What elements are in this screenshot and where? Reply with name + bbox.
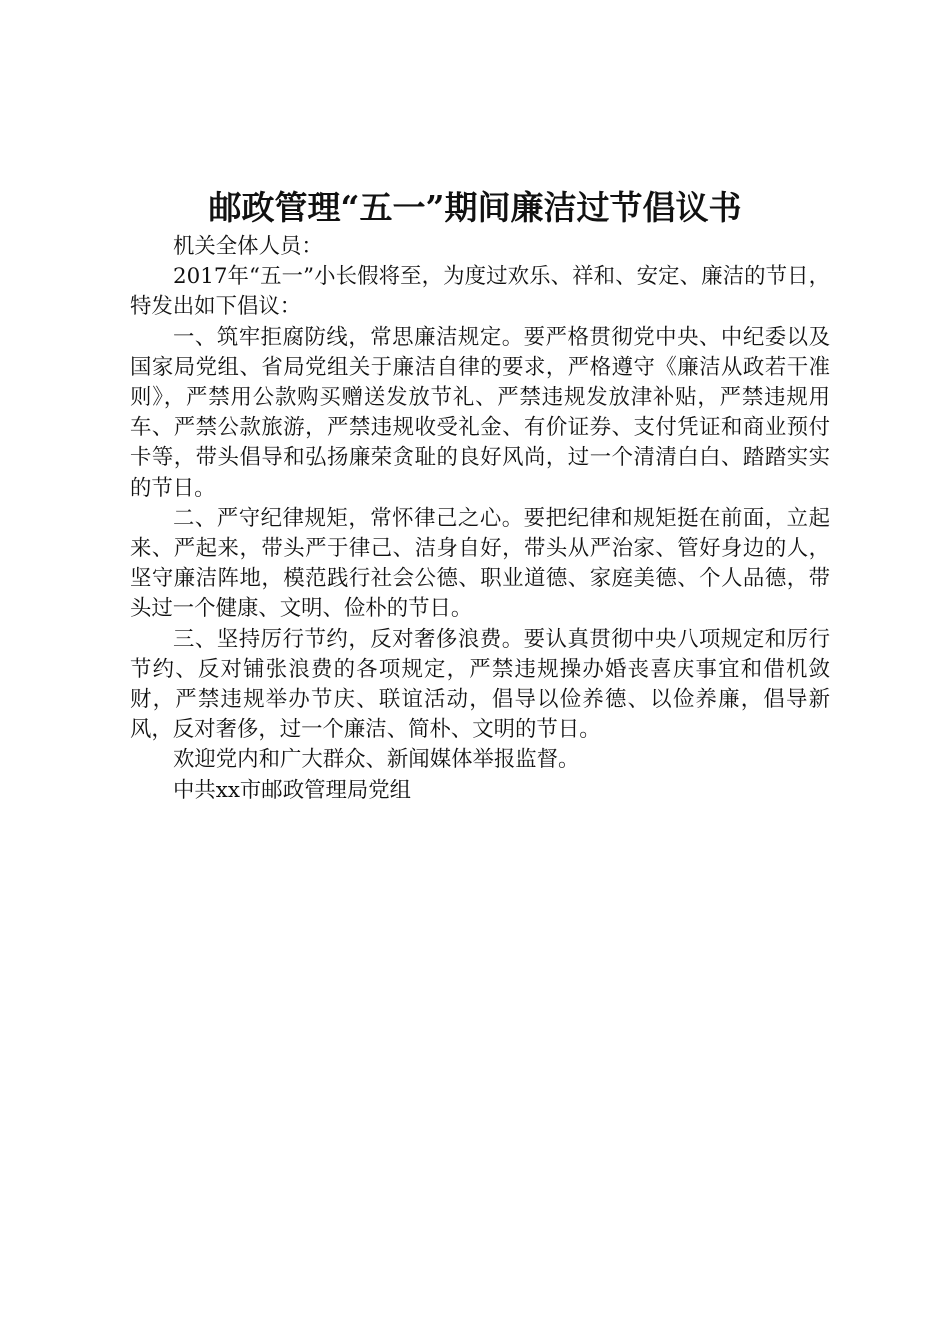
item-one-paragraph: 一、筑牢拒腐防线，常思廉洁规定。要严格贯彻党中央、中纪委以及国家局党组、省局党组关于廉洁自律的要求，严格遵守《廉洁从政若干准则》，严禁用公款购买赠送发放节礼、严禁违规发放津补贴，严禁违规用车、严禁公款旅游，严禁违规收受礼金、有价证券、支付凭证和商业预付卡等，带头倡导和弘扬廉荣贪耻的良好风尚，过一个清清白白、踏踏实实的节日。 (130, 324, 830, 501)
signature: 中共xx市邮政管理局党组 (173, 777, 412, 803)
closing-paragraph: 欢迎党内和广大群众、新闻媒体举报监督。 (173, 747, 580, 773)
document-body (130, 232, 830, 806)
salutation: 机关全体人员： (173, 234, 323, 259)
item-three-paragraph: 三、坚持厉行节约，反对奢侈浪费。要认真贯彻中央八项规定和厉行节约、反对铺张浪费的各项规定，严禁违规操办婚丧喜庆事宜和借机敛财，严禁违规举办节庆、联谊活动，倡导以俭养德、以俭养廉，倡导新风，反对奢侈，过一个廉洁、简朴、文明的节日。 (130, 626, 830, 743)
item-two-paragraph: 二、严守纪律规矩，常怀律己之心。要把纪律和规矩挺在前面，立起来、严起来，带头严于律己、洁身自好，带头从严治家、管好身边的人，坚守廉洁阵地，模范践行社会公德、职业道德、家庭美德、个人品德，带头过一个健康、文明、俭朴的节日。 (130, 505, 830, 622)
intro-paragraph: 2017年“五一”小长假将至，为度过欢乐、祥和、安定、廉洁的节日，特发出如下倡议： (130, 264, 830, 320)
document-title: 邮政管理“五一”期间廉洁过节倡议书 (208, 188, 742, 227)
